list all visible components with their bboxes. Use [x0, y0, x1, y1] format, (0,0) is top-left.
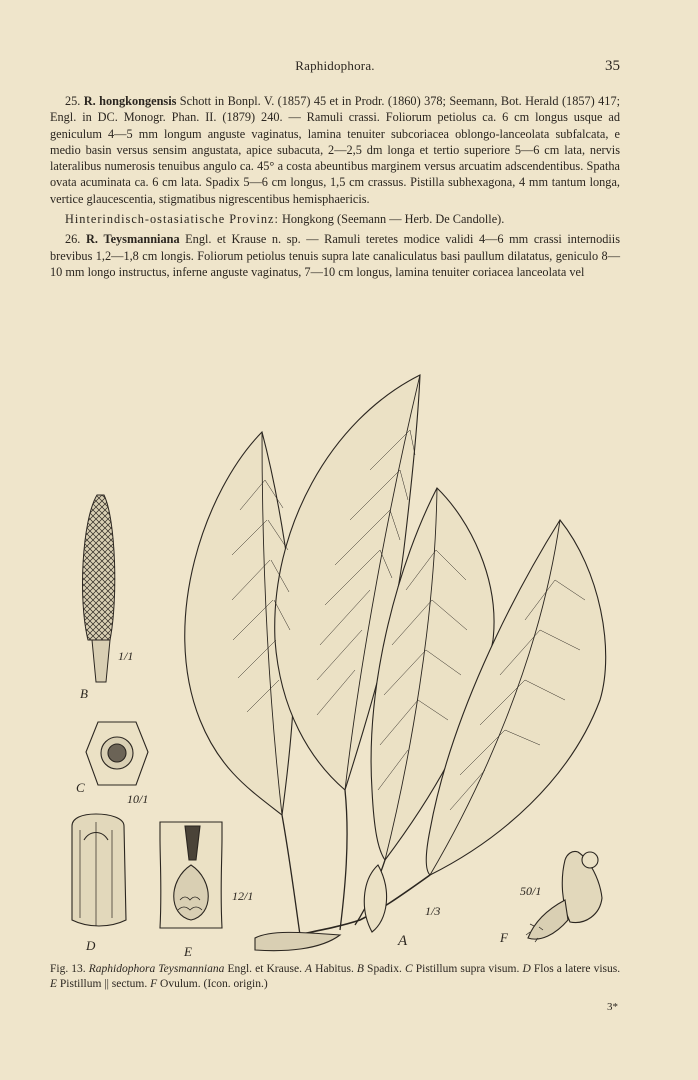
label-b: B — [80, 686, 88, 701]
label-a: A — [398, 933, 408, 949]
caption-a-text: Habitus. — [315, 963, 354, 975]
entry-25-text: Schott in Bonpl. V. (1857) 45 et in Prodr. (1860) 378; Seemann, Bot. Herald (1857) 417; Engl. in DC. Monogr. Phan. II. (1879) 240. — Ramuli crassi. Foliorum petiolus ca. 6 cm longus usque ad geniculum 4—5 mm longum anguste vaginatus, lamina tenuiter subcoriacea oblongo-lanceolata subfalcata, e medio basin versus sensim angustata, apice subacuta, 2—2,5 dm longa et tertio superiore 5—6 cm lata, nervis lateralibus numerosis tenuibus angulo ca. 45° a costa abeuntibus marginem versus arcuatim adscendentibus. Spatha ovata acuminata ca. 6 cm lata. Spadix 5—6 cm longus, 1,5 cm crassus. Pistilla subhexagona, 4 mm tantum longa, vertice glaucescentia, stigmatibus nigrescentibus hemisphaericis. — [50, 94, 621, 206]
caption-authors: Engl. et Krause. — [227, 963, 302, 975]
flower-side-drawing — [72, 814, 126, 926]
spadix-drawing — [82, 495, 114, 682]
caption-d-text: Flos a latere visus. — [533, 963, 621, 975]
entry-25-number: 25. — [65, 94, 81, 108]
figure-drawing — [0, 360, 698, 960]
caption-c-text: Pistillum supra visum. — [415, 963, 520, 975]
caption-b-letter: B — [356, 963, 364, 975]
entry-26 — [50, 231, 620, 280]
main-text — [50, 93, 620, 280]
label-c: C — [76, 780, 85, 795]
entry-26-epithet: Teysmanniana — [103, 232, 180, 247]
scale-a: 1/3 — [425, 904, 441, 918]
running-header — [50, 58, 620, 80]
pistil-top-drawing — [86, 722, 148, 785]
caption-e-text: Pistillum || sectum. — [59, 978, 148, 990]
distribution-region: Hinterindisch-ostasiatische Provinz: — [65, 212, 279, 227]
scale-f: 50/1 — [520, 884, 542, 898]
label-e: E — [184, 944, 192, 959]
entry-26-genus: R. — [85, 232, 98, 247]
label-f: F — [500, 930, 508, 945]
caption-f-letter: F — [150, 978, 158, 990]
spathe — [364, 865, 386, 932]
label-d: D — [86, 938, 96, 953]
page-number: 35 — [605, 58, 620, 74]
caption-a-letter: A — [305, 963, 313, 975]
caption-taxon: Raphidophora Teysmanniana — [88, 963, 225, 975]
habitus-drawing — [185, 375, 606, 951]
caption-e-letter: E — [50, 978, 58, 990]
figure-caption — [50, 962, 620, 992]
entry-25-genus: R. — [83, 94, 96, 108]
caption-d-letter: D — [522, 963, 531, 975]
running-title: Raphidophora. — [295, 58, 375, 73]
caption-source: (Icon. origin.) — [203, 978, 268, 990]
caption-fig-label: Fig. 13. — [50, 963, 86, 975]
entry-26-text: Engl. et Krause n. sp. — Ramuli teretes modice validi 4—6 mm crassi internodiis brevibus 1,2—1,8 cm longis. Foliorum petiolus tenuis supra late canaliculatus basi paullum dilatatus, geniculo 8—10 mm longo instructus, inferne anguste vaginatus, 7—10 cm longus, lamina tenuiter coriacea lanceolata vel — [50, 232, 620, 279]
pistil-section-drawing — [160, 822, 222, 928]
caption-f-text: Ovulum. — [160, 978, 201, 990]
scale-e: 12/1 — [232, 889, 254, 903]
scale-b: 1/1 — [118, 649, 134, 663]
entry-25 — [50, 93, 620, 207]
caption-c-letter: C — [404, 963, 413, 975]
botanical-figure — [0, 360, 698, 960]
scale-c: 10/1 — [127, 792, 149, 806]
entry-26-number: 26. — [65, 232, 81, 247]
distribution-text: Hongkong (Seemann — Herb. De Candolle). — [282, 212, 505, 227]
entry-25-epithet: hongkongensis — [99, 94, 177, 108]
signature-mark: 3* — [607, 1001, 618, 1013]
caption-b-text: Spadix. — [367, 963, 402, 975]
entry-25-distribution — [50, 211, 620, 227]
